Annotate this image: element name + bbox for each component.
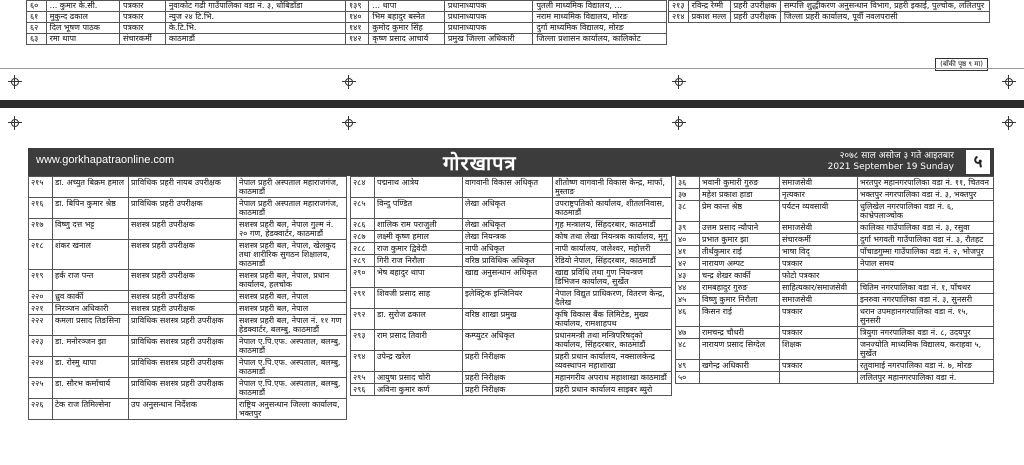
serial-number: ४१ <box>676 246 700 258</box>
position: प्रमुख जिल्ला अधिकारी <box>444 34 533 45</box>
position: नृत्यकार <box>780 189 858 201</box>
table-row <box>29 315 347 336</box>
person-name: आयुषा प्रसाद चोरी <box>375 372 463 384</box>
serial-number: २९२ <box>351 309 375 330</box>
person-name: प्रकाश मल्ल <box>688 12 730 23</box>
table-row <box>29 303 347 315</box>
address: भरतपुर महानगरपालिका वडा नं. ११, चितवन <box>858 177 994 189</box>
serial-number: २१३ <box>669 1 689 12</box>
registration-mark-icon <box>342 75 356 89</box>
table-row <box>676 177 994 189</box>
position: भाषा विद् <box>780 246 858 258</box>
person-name: चन्द्र शेखर कार्की <box>700 270 780 282</box>
position: प्रहरी निरीक्षक <box>463 372 553 384</box>
address: कृषि विकास बैंक लिमिटेड, मुख्य कार्यालय, रामशाहपथ <box>553 309 672 330</box>
person-name: कुमोद कुमार सिंह <box>369 23 444 34</box>
serial-number: २९६ <box>351 384 375 396</box>
person-name: रामचन्द्र चौधरी <box>700 327 780 339</box>
position: संचारकर्मी <box>780 234 858 246</box>
table-row <box>676 306 994 327</box>
person-name: राम प्रसाद तिवारी <box>375 330 463 351</box>
table-row <box>351 231 672 243</box>
person-name: भिम बहादुर बस्नेत <box>369 12 444 23</box>
table-row <box>346 34 667 45</box>
serial-number: ३७ <box>676 189 700 201</box>
table-row <box>29 270 347 291</box>
person-name: शिवजी प्रसाद साह <box>375 288 463 309</box>
serial-number: २१७ <box>29 219 53 240</box>
address: शीतोष्ण वागवानी विकास केन्द्र, मार्फा, मुस्ताङ <box>553 177 672 198</box>
previous-page-fragment <box>0 0 1024 100</box>
position: वागवानी विकास अधिकृत <box>463 177 553 198</box>
table-row <box>351 309 672 330</box>
position: सशस्त्र प्रहरी उपरीक्षक <box>129 303 237 315</box>
person-name: लक्ष्मी कृष्ण हमाल <box>375 231 463 243</box>
table-row <box>351 198 672 219</box>
serial-number: ४८ <box>676 339 700 360</box>
position: उप अनुसन्धान निर्देशक <box>129 399 237 420</box>
address: न्युज २४ टि.भि. <box>165 12 345 23</box>
person-name: नारायण अम्पट <box>700 258 780 270</box>
address <box>858 270 994 282</box>
serial-number: २१९ <box>29 270 53 291</box>
table-row <box>676 189 994 201</box>
person-name: ... थापा <box>369 1 444 12</box>
registration-mark-icon <box>1002 116 1016 130</box>
registration-mark-icon <box>672 116 686 130</box>
person-name: राज कुमार द्विवेदी <box>375 243 463 255</box>
address: त्रियुगा नगरपालिका वडा नं. ८, उदयपुर <box>858 327 994 339</box>
table-row <box>351 330 672 351</box>
serial-number: २१४ <box>669 12 689 23</box>
position: पत्रकार <box>780 360 858 372</box>
serial-number: ४४ <box>676 282 700 294</box>
serial-number: ६० <box>27 1 47 12</box>
position: प्रधानाध्यापक <box>444 1 533 12</box>
registration-mark-icon <box>8 116 22 130</box>
prev-page-column-2 <box>345 0 667 45</box>
position: खाद्य अनुसन्धान अधिकृत <box>463 267 553 288</box>
table-row <box>29 378 347 399</box>
table-row <box>676 222 994 234</box>
position: समाजसेवी <box>780 177 858 189</box>
address: गृह मन्त्रालय, सिंहदरबार, काठमाडौं <box>553 219 672 231</box>
serial-number: ५० <box>676 372 700 384</box>
serial-number: १४० <box>346 12 369 23</box>
prev-page-table-3 <box>668 0 990 23</box>
position: कम्प्युटर अधिकृत <box>463 330 553 351</box>
address: प्रहरी प्रधान कार्यालय, नक्सालकेन्द्र व्यवस्थापन महाशाखा <box>553 351 672 372</box>
registration-mark-icon <box>672 75 686 89</box>
serial-number: १४२ <box>346 34 369 45</box>
serial-number: २१६ <box>29 198 53 219</box>
person-name: डा. रोस्मु थापा <box>53 357 129 378</box>
table-row <box>29 177 347 198</box>
serial-number: १४१ <box>346 23 369 34</box>
address: काठमाडौं <box>165 34 345 45</box>
position: पत्रकार <box>780 327 858 339</box>
table-row <box>351 243 672 255</box>
person-name: प्रभात कुमार झा <box>700 234 780 246</box>
address: कोष तथा लेखा नियन्त्रक कार्यालय, मुगु <box>553 231 672 243</box>
address: नुवाकोट गढी गाउँपालिका वडा नं. ३, धोबिडाँडा <box>165 1 345 12</box>
serial-number: २८८ <box>351 243 375 255</box>
person-name: रविन्द्र रेग्मी <box>688 1 730 12</box>
address: जिल्ला प्रहरी कार्यालय, पूर्वी नवलपरासी <box>780 12 989 23</box>
person-name: निरञ्जन अधिकारी <box>53 303 129 315</box>
table-row <box>29 336 347 357</box>
date-nepali: २०७८ साल असोज ३ गते आइतबार <box>839 151 954 161</box>
address: प्रधानमन्त्री तथा मन्त्रिपरिषद्को कार्यालय, सिंहदरबार, काठमाडौं <box>553 330 672 351</box>
address: पुतली माध्यमिक विद्यालय, ... <box>533 1 667 12</box>
person-name: डा. सौरभ कर्माचार्य <box>53 378 129 399</box>
address: नेपाल ए.पि.एफ. अस्पताल, बलम्बु, काठमाडौं <box>237 336 347 357</box>
position: संचारकर्मी <box>119 34 165 45</box>
serial-number: ४९ <box>676 360 700 372</box>
table-row <box>669 12 990 23</box>
address: खाद्य प्रविधि तथा गुण नियन्त्रण डिभिजन कार्यालय, सुर्खेत <box>553 267 672 288</box>
table-row <box>27 12 346 23</box>
table-row <box>29 198 347 219</box>
address: सम्पत्ति शुद्धीकरण अनुसन्धान विभाग, प्रहरी इकाई, पुल्चोक, ललितपुर <box>780 1 989 12</box>
list-table-3 <box>675 176 994 384</box>
position: समाजसेवी <box>780 222 858 234</box>
person-name: ध्रुव कार्की <box>53 291 129 303</box>
address: प्रहरी प्रधान कार्यालय साइबर ब्युरो <box>553 384 672 396</box>
position: पत्रकार <box>119 12 165 23</box>
position <box>780 372 858 384</box>
person-name: पद्मनाथ आत्रेय <box>375 177 463 198</box>
table-row <box>351 219 672 231</box>
address: नेपाल ए.पि.एफ. अस्पताल, बलम्बु, काठमाडौं <box>237 357 347 378</box>
address: धुलिखेल नगरपालिका वडा नं. ६, काभ्रेपलाञ्चोक <box>858 201 994 222</box>
serial-number: २८७ <box>351 231 375 243</box>
serial-number: १३९ <box>346 1 369 12</box>
serial-number: ६१ <box>27 12 47 23</box>
table-row <box>351 372 672 384</box>
address: इनरुवा नगरपालिका वडा नं. ३, सुनसरी <box>858 294 994 306</box>
address: भक्तपुर नगरपालिका वडा नं. ३, भक्तपुर <box>858 189 994 201</box>
table-row <box>29 357 347 378</box>
serial-number: ६२ <box>27 23 47 34</box>
serial-number: ४३ <box>676 270 700 282</box>
serial-number: २२४ <box>29 357 53 378</box>
prev-page-column-1 <box>26 0 346 45</box>
list-column-2 <box>350 176 672 465</box>
address: धरान उपमहानगरपालिका वडा नं. १५, सुनसरी <box>858 306 994 327</box>
page-rule <box>0 68 1024 69</box>
position: समाजसेवी <box>780 294 858 306</box>
list-column-3 <box>675 176 994 465</box>
site-url-link[interactable]: www.gorkhapatraonline.com <box>36 154 175 166</box>
address: पाँचाडगुम्मा गाउँपालिका वडा नं. २, भोजपुर <box>858 246 994 258</box>
serial-number: २८९ <box>351 255 375 267</box>
person-name: अविना कुमार कर्ण <box>375 384 463 396</box>
table-row <box>27 34 346 45</box>
address: राष्ट्रिय अनुसन्धान जिल्ला कार्यालय, भक्तपुर <box>237 399 347 420</box>
table-row <box>676 327 994 339</box>
person-name: किसन राई <box>700 306 780 327</box>
position: पत्रकार <box>119 23 165 34</box>
masthead-title: गोरखापत्र <box>443 151 517 175</box>
address: दुर्गा भगवती गाउँपालिका वडा नं. ३, रौतहट <box>858 234 994 246</box>
serial-number: २२३ <box>29 336 53 357</box>
address: नेपाल प्रहरी अस्पताल महाराजगंज, काठमाडौं <box>237 198 347 219</box>
table-row <box>676 294 994 306</box>
address: के.टि.भि. <box>165 23 345 34</box>
serial-number: २९४ <box>351 351 375 372</box>
position: शिक्षक <box>780 339 858 360</box>
table-row <box>351 255 672 267</box>
serial-number: ६३ <box>27 34 47 45</box>
position: प्रहरी उपरीक्षक <box>730 12 780 23</box>
address: जनज्योति माध्यमिक विद्यालय, कराहवा ५, सुर्खेत <box>858 339 994 360</box>
table-row <box>676 360 994 372</box>
position: प्रधानाध्यापक <box>444 12 533 23</box>
table-row <box>29 219 347 240</box>
serial-number: २८६ <box>351 219 375 231</box>
table-row <box>669 1 990 12</box>
position: प्राविधिक सशस्त्र प्रहरी उपरीक्षक <box>129 315 237 336</box>
prev-page-table-1 <box>26 0 346 45</box>
newspaper-page <box>0 108 1024 465</box>
position: वरिष्ठ प्राविधिक अधिकृत <box>463 255 553 267</box>
position: प्रहरी निरीक्षक <box>463 384 553 396</box>
address: नराम माध्यमिक विद्यालय, मोरङ <box>533 12 667 23</box>
person-name: विष्णु दत्त भट्ट <box>53 219 129 240</box>
position: प्राविधिक प्रहरी उपरीक्षक <box>129 198 237 219</box>
serial-number: ३८ <box>676 201 700 222</box>
serial-number: २९१ <box>351 288 375 309</box>
table-row <box>27 1 346 12</box>
address: सशस्त्र प्रहरी बल, नेपाल, प्रधान कार्यालय, हलचोक <box>237 270 347 291</box>
continued-note: (बाँकी पृष्ठ ९ मा) <box>935 58 988 71</box>
address: महानगरीय अपराध महाशाखा काठमाडौं <box>553 372 672 384</box>
person-name: गिरी राज निरौला <box>375 255 463 267</box>
address: रेडियो नेपाल, सिंहदरबार, काठमाडौं <box>553 255 672 267</box>
table-row <box>676 339 994 360</box>
date-english: 2021 September 19 Sunday <box>827 162 954 172</box>
position: पत्रकार <box>780 306 858 327</box>
address: नापी कार्यालय, जलेश्वर, महोत्तरी <box>553 243 672 255</box>
person-name: नारायण प्रसाद सिग्देल <box>700 339 780 360</box>
position: वरिष्ठ शाखा प्रमुख <box>463 309 553 330</box>
person-name: भवानी कुमारी गुरुङ <box>700 177 780 189</box>
position: प्रहरी निरीक्षक <box>463 351 553 372</box>
person-name: रमा थापा <box>46 34 119 45</box>
position: पर्यटन व्यवसायी <box>780 201 858 222</box>
position: लेखा अधिकृत <box>463 219 553 231</box>
honours-list <box>28 176 994 465</box>
table-row <box>346 12 667 23</box>
address: नेपाल समय <box>858 258 994 270</box>
serial-number: २२२ <box>29 315 53 336</box>
position: प्राविधिक प्रहरी नायब उपरीक्षक <box>129 177 237 198</box>
table-row <box>676 246 994 258</box>
address: सशस्त्र प्रहरी बल, नेपाल नं. ११ गण हेडक्वार्टर, बलम्बु, काठमाडौं <box>237 315 347 336</box>
table-row <box>351 177 672 198</box>
table-row <box>29 399 347 420</box>
table-row <box>676 282 994 294</box>
serial-number: २२० <box>29 291 53 303</box>
date-block <box>828 151 954 173</box>
position: सशस्त्र प्रहरी उपरीक्षक <box>129 270 237 291</box>
person-name: डा. मनोरञ्जन झा <box>53 336 129 357</box>
person-name: उत्तम प्रसाद न्यौपाने <box>700 222 780 234</box>
table-row <box>676 234 994 246</box>
person-name: प्रेम कान्त श्रेष्ठ <box>700 201 780 222</box>
table-row <box>351 384 672 396</box>
newspaper-header <box>28 148 994 176</box>
serial-number: २९० <box>351 267 375 288</box>
serial-number: ४२ <box>676 258 700 270</box>
person-name: हर्क राज पन्त <box>53 270 129 291</box>
page-divider <box>0 100 1024 108</box>
position: नापी अधिकृत <box>463 243 553 255</box>
person-name: उपेन्द्र खरेल <box>375 351 463 372</box>
position: लेखा अधिकृत <box>463 198 553 219</box>
person-name: विष्णु कुमार निरौला <box>700 294 780 306</box>
serial-number: ४७ <box>676 327 700 339</box>
position: सशस्त्र प्रहरी उपरीक्षक <box>129 240 237 270</box>
table-row <box>29 291 347 303</box>
address: सशस्त्र प्रहरी बल, नेपाल <box>237 291 347 303</box>
person-name: दिल भूषण पाठक <box>46 23 119 34</box>
person-name: डा. अच्युत बिक्रम हमाल <box>53 177 129 198</box>
address: रतुवामाई नगरपालिका वडा नं. ७, मोरङ <box>858 360 994 372</box>
serial-number: ४० <box>676 234 700 246</box>
person-name <box>700 372 780 384</box>
person-name: तीर्थकुमार राई <box>700 246 780 258</box>
person-name: विन्दु पण्डित <box>375 198 463 219</box>
address: सशस्त्र प्रहरी बल, नेपाल गुल्म नं. २० गण, हेडक्वार्टर, काठमाडौं <box>237 219 347 240</box>
person-name: टेक राज तिमिल्सेना <box>53 399 129 420</box>
address: ललितपुर महानगरपालिका वडा नं. <box>858 372 994 384</box>
serial-number: २८५ <box>351 198 375 219</box>
registration-mark-icon <box>342 116 356 130</box>
position: पत्रकार <box>119 1 165 12</box>
person-name: भेष बहादुर थापा <box>375 267 463 288</box>
person-name: कमला प्रसाद तिङसिना <box>53 315 129 336</box>
position: प्राविधिक सशस्त्र प्रहरी उपरीक्षक <box>129 336 237 357</box>
position: सशस्त्र प्रहरी उपरीक्षक <box>129 219 237 240</box>
prev-page-column-3 <box>668 0 990 23</box>
person-name: शालिक राम पराजुली <box>375 219 463 231</box>
address: सशस्त्र प्रहरी बल, नेपाल <box>237 303 347 315</box>
person-name: मुकुन्द ढकाल <box>46 12 119 23</box>
address: नेपाल विद्युत प्राधिकरण, वितरण केन्द्र, दैलेख <box>553 288 672 309</box>
position: साहित्यकार/समाजसेवी <box>780 282 858 294</box>
serial-number: ३६ <box>676 177 700 189</box>
table-row <box>29 240 347 270</box>
person-name: शंकर खनाल <box>53 240 129 270</box>
address: जिल्ला प्रशासन कार्यालय, कालिकोट <box>533 34 667 45</box>
address: सशस्त्र प्रहरी बल, नेपाल, खेलकुद तथा शारीरिक सुगठन शिक्षालय, काठमाडौं <box>237 240 347 270</box>
position: पत्रकार <box>780 258 858 270</box>
position: लेखा नियन्त्रक <box>463 231 553 243</box>
table-row <box>351 351 672 372</box>
serial-number: २९३ <box>351 330 375 351</box>
position: इलेक्ट्रिक इन्जिनियर <box>463 288 553 309</box>
table-row <box>676 258 994 270</box>
serial-number: २१५ <box>29 177 53 198</box>
position: फोटो पत्रकार <box>780 270 858 282</box>
serial-number: २१८ <box>29 240 53 270</box>
serial-number: २८४ <box>351 177 375 198</box>
table-row <box>351 288 672 309</box>
registration-mark-icon <box>8 75 22 89</box>
person-name: रामबहादुर गुरुङ <box>700 282 780 294</box>
serial-number: ४६ <box>676 306 700 327</box>
person-name: ... कुमार के.सी. <box>46 1 119 12</box>
person-name: महेश प्रकाश हाडा <box>700 189 780 201</box>
position: प्राविधिक सशस्त्र प्रहरी उपरीक्षक <box>129 378 237 399</box>
table-row <box>346 23 667 34</box>
position: प्राविधिक सशस्त्र प्रहरी उपरीक्षक <box>129 357 237 378</box>
prev-page-table-2 <box>345 0 667 45</box>
table-row <box>346 1 667 12</box>
page-number: ५ <box>966 150 990 174</box>
table-row <box>676 201 994 222</box>
position: प्रधानाध्यापक <box>444 23 533 34</box>
serial-number: २२५ <box>29 378 53 399</box>
serial-number: ४५ <box>676 294 700 306</box>
serial-number: २२६ <box>29 399 53 420</box>
address: दुर्गा माध्यमिक विद्यालय, मोरङ <box>533 23 667 34</box>
address: कालिका गाउँपालिका वडा नं. ३, रसुवा <box>858 222 994 234</box>
serial-number: २२१ <box>29 303 53 315</box>
serial-number: ३९ <box>676 222 700 234</box>
table-row <box>351 267 672 288</box>
position: सशस्त्र प्रहरी उपरीक्षक <box>129 291 237 303</box>
table-row <box>676 372 994 384</box>
person-name: खगेन्द्र अधिकारी <box>700 360 780 372</box>
person-name: डा. बिपिन कुमार श्रेष्ठ <box>53 198 129 219</box>
list-column-1 <box>28 176 347 465</box>
position: प्रहरी उपरीक्षक <box>730 1 780 12</box>
address: नेपाल प्रहरी अस्पताल महाराजगंज, काठमाडौं <box>237 177 347 198</box>
address: नेपाल ए.पि.एफ. अस्पताल, बलम्बु, काठमाडौं <box>237 378 347 399</box>
address: उपराष्ट्रपतिको कार्यालय, शीतलनिवास, काठमाडौं <box>553 198 672 219</box>
person-name: कृष्ण प्रसाद आचार्य <box>369 34 444 45</box>
table-row <box>676 270 994 282</box>
person-name: डा. सुरोज ढकाल <box>375 309 463 330</box>
serial-number: २९५ <box>351 372 375 384</box>
registration-mark-icon <box>1002 75 1016 89</box>
address: चितिम नगरपालिका वडा नं. १, पाँचथर <box>858 282 994 294</box>
list-table-1 <box>28 176 347 420</box>
list-table-2 <box>350 176 672 396</box>
table-row <box>27 23 346 34</box>
